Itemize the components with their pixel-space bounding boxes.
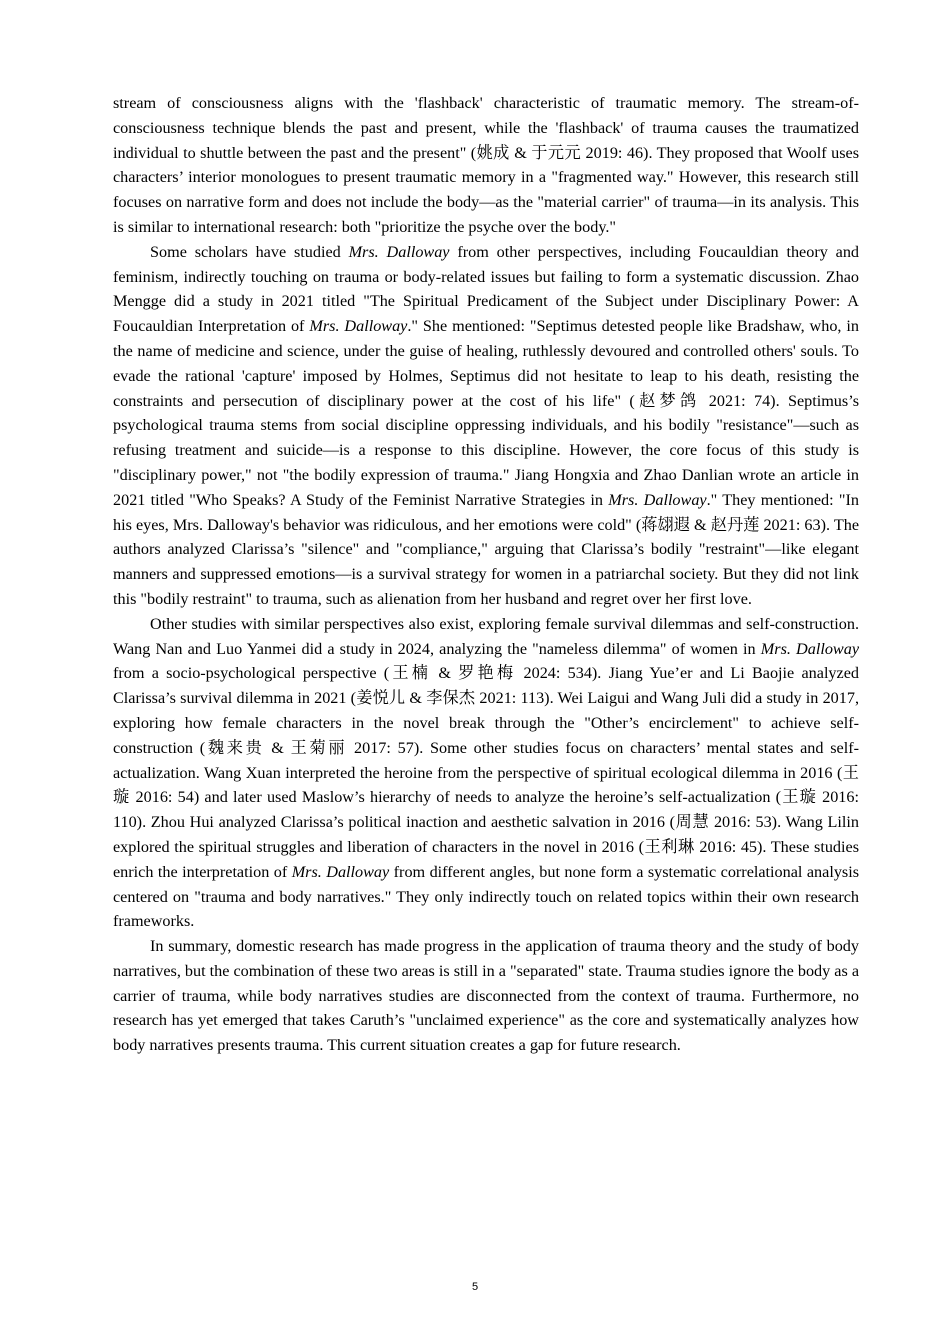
page-number: 5 [471, 1281, 479, 1293]
page-body [113, 91, 859, 1058]
text-run: from a socio-psychological perspective (王楠 & 罗艳梅 2024: 534). Jiang Yue’er and Li Baojie analyzed Clarissa’s survival dilemma in 2021 (姜悦儿 & 李保杰 2021: 113). Wei Laigui and Wang Juli did a study in 2017, exploring how female characters in the novel break through the "Other’s encirclement" to achieve self-construction (魏来贵 & 王菊丽 2017: 57). Some other studies focus on characters’ mental states and self-actualization. Wang Xuan interpreted the heroine from the perspective of spiritual ecological dilemma in 2016 (王璇 2016: 54) and later used Maslow’s hierarchy of needs to analyze the heroine’s self-actualization (王璇 2016: 110). Zhou Hui analyzed Clarissa’s political inaction and aesthetic salvation in 2016 (周慧 2016: 53). Wang Lilin explored the spiritual struggles and liberation of characters in the novel in 2016 (王利琳 2016: 45). These studies enrich the interpretation of [113, 664, 859, 881]
italic-title-text: Mrs. Dalloway [291, 862, 390, 881]
italic-title-text: Mrs. Dalloway [348, 242, 450, 261]
text-run: from other perspectives, including Foucauldian theory and feminism, indirectly touching on trauma or body-related issues but failing to form a systematic discussion. Zhao Mengge did a study in 2021 titled "The Spiritual Predicament of the Subject under Disciplinary Power: A Foucauldian Interpretation of [113, 242, 860, 336]
paragraph-4 [113, 934, 859, 1058]
italic-title-text: Mrs. Dalloway [608, 490, 707, 509]
text-run: Other studies with similar perspectives also exist, exploring female survival dilemmas and self-construction. Wang Nan and Luo Yanmei did a study in 2024, analyzing the "nameless dilemma" of women in [113, 614, 859, 658]
paragraph-3 [113, 612, 859, 934]
text-run: ." They mentioned: "In his eyes, Mrs. Dalloway's behavior was ridiculous, and her emotions were cold" (蒋翃遐 & 赵丹莲 2021: 63). The authors analyzed Clarissa’s "silence" and "compliance," arguing that Clarissa’s bodily "restraint"—like elegant manners and suppressed emotions—is a survival strategy for women in a patriarchal society. But they did not link this "bodily restraint" to trauma, such as alienation from her husband and regret over her first love. [113, 490, 859, 608]
text-run: stream of consciousness aligns with the 'flashback' characteristic of traumatic memory. The stream-of-consciousness technique blends the past and present, while the 'flashback' of trauma causes the traumatized individual to shuttle between the past and the present" (姚成 & 于元元 2019: 46). They proposed that Woolf uses characters’ interior monologues to present traumatic memory in a "fragmented way." However, this research still focuses on narrative form and does not include the body—as the "material carrier" of trauma—in its analysis. This is similar to international research: both "prioritize the psyche over the body." [113, 94, 859, 236]
italic-title-text: Mrs. Dalloway [760, 639, 860, 658]
paragraph-1 [113, 91, 859, 240]
text-run: Some scholars have studied [150, 242, 349, 261]
paragraph-2 [113, 240, 859, 612]
text-run: In summary, domestic research has made progress in the application of trauma theory and the study of body narratives, but the combination of these two areas is still in a "separated" state. Trauma studies ignore the body as a carrier of trauma, while body narratives studies are disconnected from the context of trauma. Furthermore, no research has yet emerged that takes Caruth’s "unclaimed experience" as the core and systematically analyzes how body narratives presents trauma. This current situation creates a gap for future research. [113, 937, 859, 1055]
text-run: ." She mentioned: "Septimus detested people like Bradshaw, who, in the name of medicine and science, under the guise of healing, ruthlessly devoured and controlled others' souls. To evade the rational 'capture' imposed by Holmes, Septimus did not hesitate to leap to his death, resisting the constraints and persecution of disciplinary power at the cost of his life" (赵梦鸽 2021: 74). Septimus’s psychological trauma stems from social discipline oppressing individuals, and his bodily "resistance"—such as refusing treatment and suicide—is a response to this discipline. However, the core focus of this study is "disciplinary power," not "the bodily expression of trauma." Jiang Hongxia and Zhao Danlian wrote an article in 2021 titled "Who Speaks? A Study of the Feminist Narrative Strategies in [113, 317, 859, 509]
text-run: from different angles, but none form a systematic correlational analysis centered on "trauma and body narratives." They only indirectly touch on related topics within their own research frameworks. [113, 862, 860, 931]
italic-title-text: Mrs. Dalloway [309, 317, 408, 336]
